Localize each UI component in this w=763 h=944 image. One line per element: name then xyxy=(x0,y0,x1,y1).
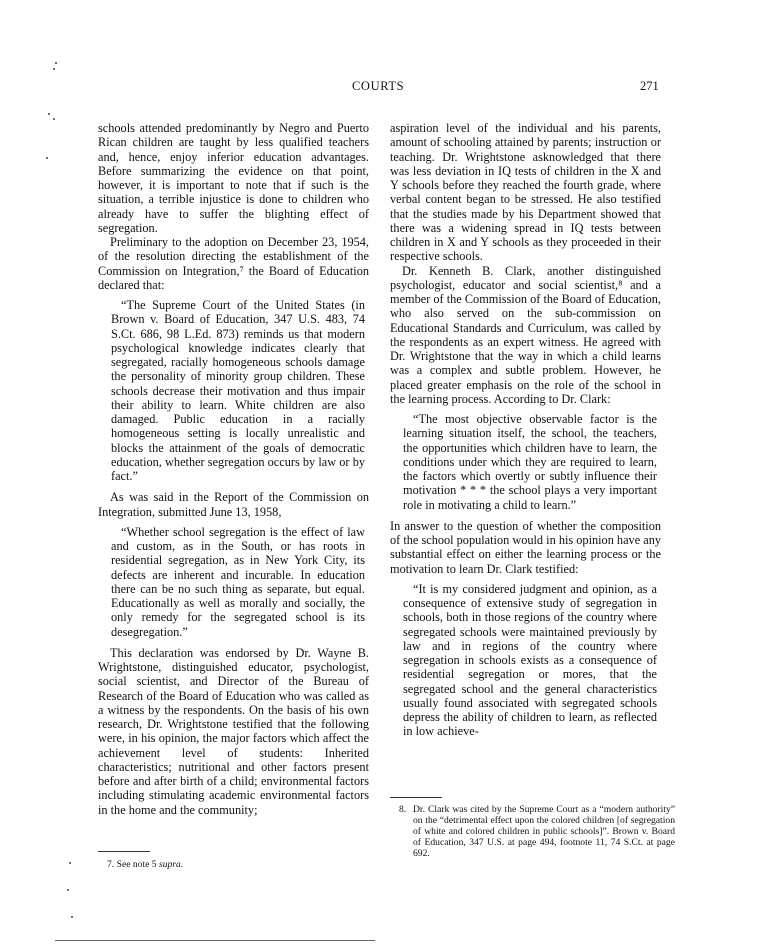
scan-speck xyxy=(71,916,73,918)
right-paragraph-2: Dr. Kenneth B. Clark, another distinguished psychologist, educator and social scientist,⁸ and a member of the Commission of the Board of Education, who also served on the sub-commission on Educational Standards and Curriculum, was called by the respondents as an expert witness. He agreed with Dr. Wrightstone that the way in which a child learns was a complex and subtle problem. However, he placed greater emphasis on the role of the school in the learning process. According to Dr. Clark: xyxy=(390,263,661,406)
scan-speck xyxy=(53,118,55,120)
page-number: 271 xyxy=(640,79,659,93)
scan-speck xyxy=(53,68,55,70)
footnote-8-number: 8. xyxy=(399,804,407,815)
scan-speck xyxy=(48,113,50,115)
right-column xyxy=(390,121,661,746)
scan-speck xyxy=(46,157,48,159)
left-block-quote-2: “Whether school segregation is the effect of law and custom, as in the South, or has roots in residential segregation, as in New York City, its defects are inherent and incurable. In education there can be no such thing as separate, but equal. Educationally as well as morally and socially, the only remedy for the segregated school is its desegregation.” xyxy=(111,524,365,639)
footnote-divider-right xyxy=(390,797,442,798)
footnote-divider-left xyxy=(98,851,150,852)
footnote-7-supra: supra. xyxy=(158,859,184,870)
bottom-edge-line xyxy=(55,940,375,941)
right-paragraph-1: aspiration level of the individual and his parents, amount of schooling attained by parents; instruction or teaching. Dr. Wrightstone asknowledged that there was less deviation in IQ tests of children in the X and Y schools before they reached the fourth grade, where verbal content began to be stressed. He also testified that the studies made by his Department showed that there was a widening spread in IQ tests between children in X and Y schools as they proceeded in their respective schools. xyxy=(390,121,661,264)
left-paragraph-1: schools attended predominantly by Negro and Puerto Rican children are taught by less qualified teachers and, hence, enjoy inferior education advantages. Before summarizing the evidence on that point, however, it is important to note that if such is the situation, a terrible injustice is done to children who already have to suffer the blighting effect of segregation. xyxy=(98,121,369,235)
left-block-quote-1: “The Supreme Court of the United States (in Brown v. Board of Education, 347 U.S. 483, 74 S.Ct. 686, 98 L.Ed. 873) reminds us that modern psychological knowledge indicates clearly that segregated, racially homogeneous schools damage the personality of minority group children. These schools decrease their motivation and thus impair their ability to learn. White children are also damaged. Public education in a racially homogeneous setting is locally unrealistic and blocks the attainment of the goals of democratic education, whether segregation occurs by law or by fact.” xyxy=(111,298,365,483)
right-block-quote-1: “The most objective observable factor is the learning situation itself, the school, the teachers, the opportunities which children have to learn, the conditions under which they are required to learn, the factors which overtly or subtly influence their motivation * * * the school plays a very important role in motivating a child to learn.” xyxy=(403,412,657,512)
left-column xyxy=(98,121,369,817)
running-head: COURTS xyxy=(352,79,405,93)
footnote-8 xyxy=(399,804,675,859)
right-block-quote-2: “It is my considered judgment and opinion, as a consequence of extensive study of segregation in schools, both in those regions of the country where segregated schools were maintained previously by law and in regions of the country where segregation in schools exists as a consequence of residential segregation or mores, that the segregated school and the general characteristics usually found associated with segregated schools depress the ability of children to learn, as reflected in low achieve- xyxy=(403,581,657,739)
footnote-8-text: Dr. Clark was cited by the Supreme Court as a “modern authority” on the “detrimental effect upon the colored children [of segregation of white and colored children in public schools]”. Brown v. Board of Education, 347 U.S. at page 494, footnote 11, 74 S.Ct. at page 692. xyxy=(413,804,675,859)
left-paragraph-3: As was said in the Report of the Commission on Integration, submitted June 13, 1958, xyxy=(98,490,369,519)
scan-speck xyxy=(55,62,57,64)
scan-speck xyxy=(69,862,71,864)
footnote-7-text: See note 5 xyxy=(116,859,159,870)
right-paragraph-3: In answer to the question of whether the composition of the school population would in his opinion have any substantial effect on either the learning process or the motivation to learn Dr. Clark testified: xyxy=(390,518,661,576)
footnote-7 xyxy=(107,859,357,870)
left-paragraph-2: Preliminary to the adoption on December 23, 1954, of the resolution directing the establishment of the Commission on Integration,⁷ the Board of Education declared that: xyxy=(98,235,369,292)
footnote-7-number: 7. xyxy=(107,859,115,870)
scan-speck xyxy=(67,889,69,891)
left-paragraph-4: This declaration was endorsed by Dr. Wayne B. Wrightstone, distinguished educator, psychologist, social scientist, and Director of the Bureau of Research of the Board of Education who was called as a witness by the respondents. On the basis of his own research, Dr. Wrightstone testified that the following were, in his opinion, the major factors which affect the achievement level of students: Inherited characteristics; nutritional and other factors present before and after birth of a child; environmental factors including stimulating academic environmental factors in the home and the community; xyxy=(98,645,369,817)
